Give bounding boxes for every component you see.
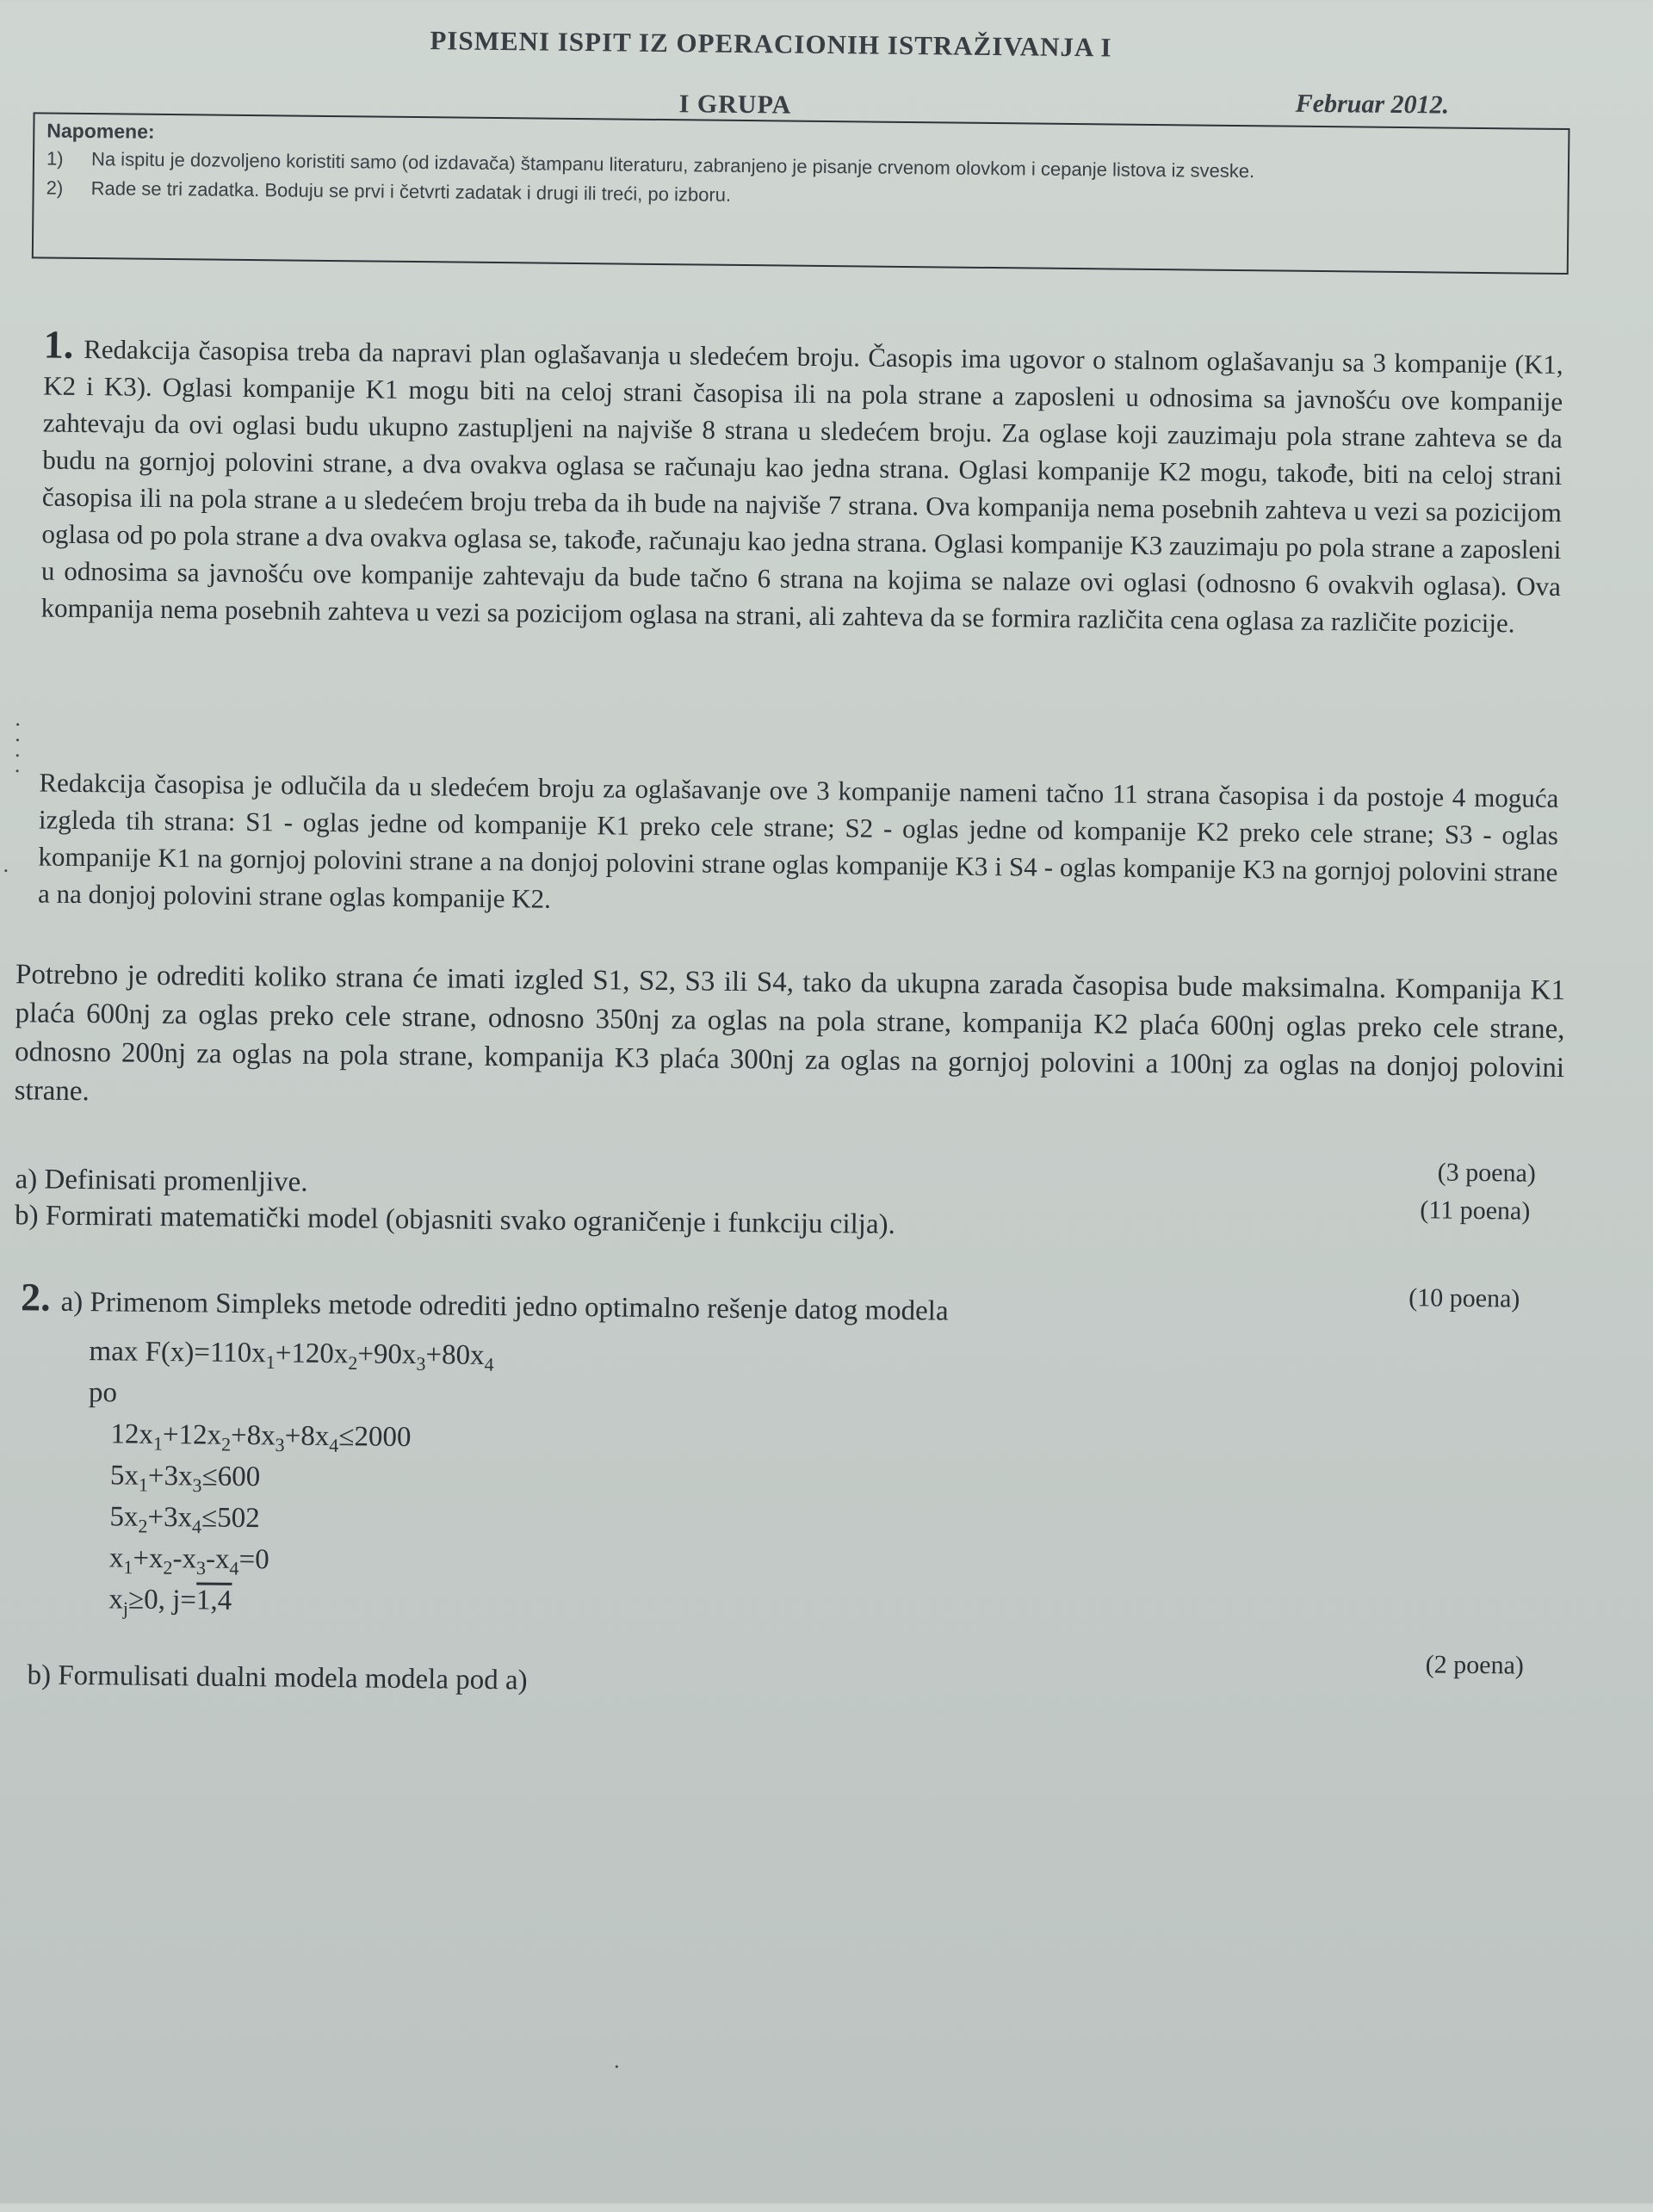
task2-points-a: (10 poena)	[1408, 1283, 1520, 1313]
task1-paragraph-1	[40, 322, 1563, 642]
task1-paragraph-3: Potrebno je odrediti koliko strana će imati izgled S1, S2, S3 ili S4, tako da ukupna zarada časopisa bude maksimalna. Kompanija K1 plaća 600nj za oglas preko cele strane, odnosno 350nj za oglas na pola strane, kompanija K2 plaća 600nj oglas preko cele strane, odnosno 200nj za oglas na pola strane, kompanija K3 plaća 300nj za oglas na gornjoj polovini a 100nj za oglas na donjoj polovini strane.	[14, 959, 1566, 1108]
exam-group: I GRUPA	[678, 90, 792, 120]
task2-points-b: (2 poena)	[1425, 1650, 1525, 1680]
notes-title: Napomene:	[46, 119, 155, 143]
task1-text-1: Redakcija časopisa treba da napravi plan oglašavanja u sledećem broju. Časopis ima ugovor o stalnom oglašavanju sa 3 kompanije (K1, K2 i K3). Oglasi kompanije K1 mogu biti na celoj strani časopisa ili na pola strane a zaposleni u odnosima sa javnošću ove kompanije zahtevaju da ovi oglasi budu ukupno zastupljeni na najviše 8 strana u sledećem broju. Za oglase koji zauzimaju pola strane zahteva se da budu na gornjoj polovini strane, a dva ovakva oglasa se računaju kao jedna strana. Oglasi kompanije K2 mogu, takođe, biti na celoj strani časopisa ili na pola strane a u sledećem broju treba da ih bude na najviše 7 strana. Ova kompanija nema posebnih zahteva u vezi sa pozicijom oglasa od po pola strane a dva ovakva oglasa se, takođe, računaju kao jedna strana. Oglasi kompanije K3 zauzimaju po pola strane a zaposleni u odnosima sa javnošću ove kompanije zahtevaju da bude tačno 6 strana na kojima se nalaze ovi oglasi (odnosno 6 ovakvih oglasa). Ova kompanija nema posebnih zahteva u vezi sa pozicijom oglasa na strani, ali zahteva da se formira različita cena oglasa za različite pozicije.	[40, 333, 1563, 639]
constraint-1: $12x_1+12x_2+8x_3+8x_4\le 2000$	[110, 1418, 412, 1456]
task1-question-b: b) Formirati matematički model (objasniti svako ograničenje i funkciju cilja).	[14, 1200, 896, 1240]
exam-title: PISMENI ISPIT IZ OPERACIONIH ISTRAŽIVANJA I	[430, 25, 1112, 63]
subject-to-label: po	[88, 1377, 118, 1409]
note-text: Na ispitu je dozvoljeno koristiti samo (od izdavača) štampanu literaturu, zabranjeno je pisanje crvenom olovkom i cepanje listova iz sveske.	[90, 148, 1255, 182]
exam-date: Februar 2012.	[1295, 89, 1450, 120]
task2-qa-text: a) Primenom Simpleks metode odrediti jedno optimalno rešenje datog modela	[60, 1286, 949, 1327]
constraint-2: $5x_1+3x_3\le 600$	[109, 1460, 261, 1497]
task1-question-a: a) Definisati promenljive.	[15, 1164, 308, 1198]
notes-box	[32, 112, 1570, 275]
task2-question-a	[21, 1274, 949, 1329]
margin-marks	[0, 0, 1653, 9]
objective-function: $\max F(x)=110x_1+120x_2+90x_3+80x_4$	[89, 1336, 494, 1375]
task2-number: 2.	[20, 1275, 51, 1319]
task1-number: 1.	[43, 322, 74, 367]
note-number: 2)	[46, 176, 64, 199]
task1-paragraph-2: Redakcija časopisa je odlučila da u sledećem broju za oglašavanje ove 3 kompanije nameni tačno 11 strana časopisa i da postoje 4 moguća izgleda tih strana: S1 - oglas jedne od kompanije K1 preko cele strane; S2 - oglas jedne od kompanije K2 preko cele strane; S3 - oglas kompanije K1 na gornjoj polovini strane a na donjoj polovini strane oglas kompanije K3 i S4 - oglas kompanije K3 na gornjoj polovini strane a na donjoj polovini strane oglas kompanije K2.	[37, 767, 1559, 914]
nonnegativity-constraint: $x_j\ge 0$, j=1,4	[108, 1584, 232, 1620]
constraint-3: $5x_2+3x_4\le 502$	[109, 1501, 260, 1538]
note-text: Rade se tri zadatka. Boduju se prvi i četvrti zadatak i drugi ili treći, po izboru.	[90, 177, 732, 206]
constraint-4: $x_1+x_2-x_3-x_4=0$	[108, 1542, 269, 1579]
task1-points-a: (3 poena)	[1437, 1158, 1537, 1188]
task2-question-b: b) Formulisati dualni modela modela pod a)	[27, 1659, 528, 1696]
task1-points-b: (11 poena)	[1420, 1196, 1531, 1226]
note-number: 1)	[46, 147, 64, 170]
